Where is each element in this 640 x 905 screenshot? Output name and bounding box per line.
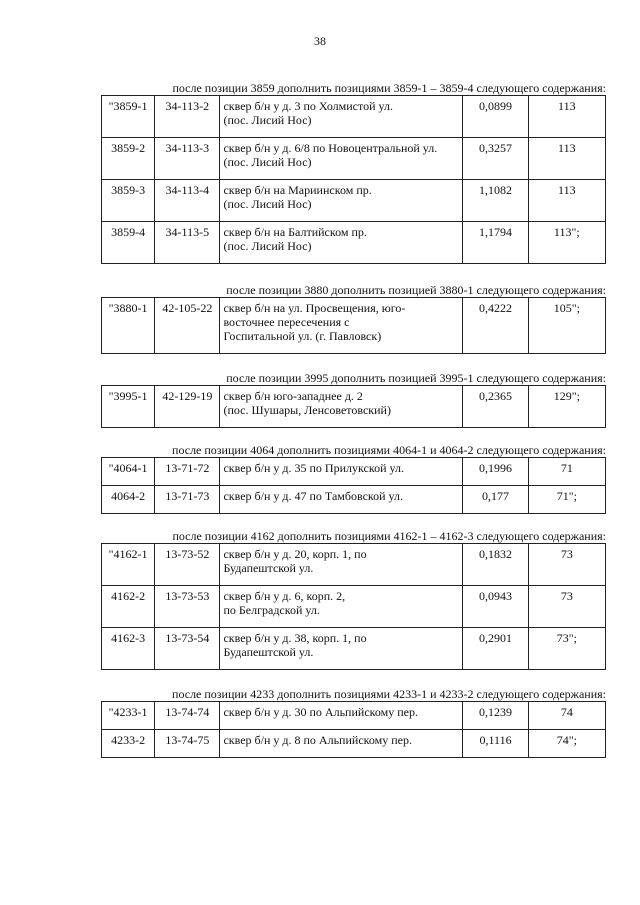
name-line: сквер б/н у д. 38, корп. 1, по bbox=[223, 631, 367, 645]
section-heading: после позиции 3859 дополнить позициями 3859-1 – 3859-4 следующего содержания: bbox=[172, 81, 606, 95]
name-line: Госпитальной ул. (г. Павловск) bbox=[223, 329, 382, 343]
reference-number: 74"; bbox=[528, 730, 605, 758]
area-value: 0,4222 bbox=[463, 298, 528, 354]
name-line: сквер б/н у д. 8 по Альпийскому пер. bbox=[223, 733, 412, 747]
section-3995 bbox=[101, 372, 606, 428]
area-value: 0,1832 bbox=[463, 544, 528, 586]
position-number: 3859-4 bbox=[102, 222, 155, 264]
table-row bbox=[102, 96, 606, 138]
name-line: Будапештской ул. bbox=[223, 561, 314, 575]
object-name bbox=[220, 96, 463, 138]
object-name bbox=[220, 458, 463, 486]
object-name bbox=[220, 298, 463, 354]
position-number: "4162-1 bbox=[102, 544, 155, 586]
position-number: "3995-1 bbox=[102, 386, 155, 428]
object-name bbox=[220, 180, 463, 222]
object-name bbox=[220, 138, 463, 180]
positions-table bbox=[101, 95, 606, 264]
positions-table bbox=[101, 701, 606, 758]
position-number: 3859-3 bbox=[102, 180, 155, 222]
name-line: сквер б/н на Мариинском пр. bbox=[223, 183, 372, 197]
table-row bbox=[102, 180, 606, 222]
area-value: 0,3257 bbox=[463, 138, 528, 180]
reference-number: 113 bbox=[528, 96, 605, 138]
object-code: 13-71-72 bbox=[155, 458, 220, 486]
reference-number: 74 bbox=[528, 702, 605, 730]
reference-number: 73"; bbox=[528, 628, 605, 670]
area-value: 0,177 bbox=[463, 486, 528, 514]
reference-number: 71 bbox=[528, 458, 605, 486]
reference-number: 73 bbox=[528, 544, 605, 586]
table-row bbox=[102, 222, 606, 264]
name-line: сквер б/н на ул. Просвещения, юго- bbox=[223, 301, 406, 315]
area-value: 0,1239 bbox=[463, 702, 528, 730]
object-code: 13-71-73 bbox=[155, 486, 220, 514]
area-value: 0,1116 bbox=[463, 730, 528, 758]
object-code: 34-113-5 bbox=[155, 222, 220, 264]
position-number: 4233-2 bbox=[102, 730, 155, 758]
area-value: 1,1794 bbox=[463, 222, 528, 264]
name-line: сквер б/н юго-западнее д. 2 bbox=[223, 389, 363, 403]
table-row bbox=[102, 628, 606, 670]
name-line: (пос. Лисий Нос) bbox=[223, 197, 312, 211]
reference-number: 71"; bbox=[528, 486, 605, 514]
positions-table bbox=[101, 385, 606, 428]
object-code: 34-113-3 bbox=[155, 138, 220, 180]
section-heading: после позиции 3995 дополнить позицией 3995-1 следующего содержания: bbox=[226, 371, 606, 385]
object-name bbox=[220, 730, 463, 758]
name-line: (пос. Лисий Нос) bbox=[223, 155, 312, 169]
table-row bbox=[102, 386, 606, 428]
name-line: Будапештской ул. bbox=[223, 645, 314, 659]
name-line: (пос. Лисий Нос) bbox=[223, 113, 312, 127]
object-name bbox=[220, 222, 463, 264]
object-name bbox=[220, 386, 463, 428]
name-line: (пос. Лисий Нос) bbox=[223, 239, 312, 253]
name-line: восточнее пересечения с bbox=[223, 315, 350, 329]
table-row bbox=[102, 458, 606, 486]
object-name bbox=[220, 586, 463, 628]
object-name bbox=[220, 544, 463, 586]
reference-number: 113 bbox=[528, 138, 605, 180]
table-row bbox=[102, 486, 606, 514]
section-4233 bbox=[101, 688, 606, 758]
position-number: 4064-2 bbox=[102, 486, 155, 514]
object-code: 42-129-19 bbox=[155, 386, 220, 428]
page-number: 38 bbox=[314, 34, 326, 48]
reference-number: 73 bbox=[528, 586, 605, 628]
reference-number: 129"; bbox=[528, 386, 605, 428]
object-name bbox=[220, 628, 463, 670]
object-code: 34-113-2 bbox=[155, 96, 220, 138]
object-code: 13-73-52 bbox=[155, 544, 220, 586]
position-number: "4233-1 bbox=[102, 702, 155, 730]
table-row bbox=[102, 544, 606, 586]
area-value: 1,1082 bbox=[463, 180, 528, 222]
position-number: "3880-1 bbox=[102, 298, 155, 354]
positions-table bbox=[101, 297, 606, 354]
position-number: 4162-3 bbox=[102, 628, 155, 670]
name-line: (пос. Шушары, Ленсоветовский) bbox=[223, 403, 391, 417]
name-line: сквер б/н на Балтийском пр. bbox=[223, 225, 367, 239]
name-line: сквер б/н у д. 20, корп. 1, по bbox=[223, 547, 367, 561]
reference-number: 113 bbox=[528, 180, 605, 222]
name-line: сквер б/н у д. 30 по Альпийскому пер. bbox=[223, 705, 418, 719]
position-number: "4064-1 bbox=[102, 458, 155, 486]
area-value: 0,2365 bbox=[463, 386, 528, 428]
object-name bbox=[220, 702, 463, 730]
area-value: 0,1996 bbox=[463, 458, 528, 486]
table-row bbox=[102, 298, 606, 354]
section-heading: после позиции 4162 дополнить позициями 4162-1 – 4162-3 следующего содержания: bbox=[172, 529, 606, 543]
position-number: "3859-1 bbox=[102, 96, 155, 138]
section-heading: после позиции 4233 дополнить позициями 4233-1 и 4233-2 следующего содержания: bbox=[172, 687, 606, 701]
name-line: по Белградской ул. bbox=[223, 603, 320, 617]
object-code: 42-105-22 bbox=[155, 298, 220, 354]
section-3859 bbox=[101, 82, 606, 264]
section-3880 bbox=[101, 284, 606, 354]
section-heading: после позиции 3880 дополнить позицией 3880-1 следующего содержания: bbox=[226, 283, 606, 297]
position-number: 4162-2 bbox=[102, 586, 155, 628]
area-value: 0,0899 bbox=[463, 96, 528, 138]
object-code: 34-113-4 bbox=[155, 180, 220, 222]
section-heading: после позиции 4064 дополнить позициями 4064-1 и 4064-2 следующего содержания: bbox=[172, 443, 606, 457]
section-4064 bbox=[101, 444, 606, 514]
reference-number: 113"; bbox=[528, 222, 605, 264]
table-row bbox=[102, 730, 606, 758]
object-code: 13-73-53 bbox=[155, 586, 220, 628]
reference-number: 105"; bbox=[528, 298, 605, 354]
object-code: 13-74-75 bbox=[155, 730, 220, 758]
name-line: сквер б/н у д. 47 по Тамбовской ул. bbox=[223, 489, 404, 503]
position-number: 3859-2 bbox=[102, 138, 155, 180]
area-value: 0,0943 bbox=[463, 586, 528, 628]
area-value: 0,2901 bbox=[463, 628, 528, 670]
table-row bbox=[102, 702, 606, 730]
name-line: сквер б/н у д. 6/8 по Новоцентральной ул. bbox=[223, 141, 438, 155]
object-name bbox=[220, 486, 463, 514]
object-code: 13-73-54 bbox=[155, 628, 220, 670]
name-line: сквер б/н у д. 6, корп. 2, bbox=[223, 589, 346, 603]
positions-table bbox=[101, 457, 606, 514]
table-row bbox=[102, 138, 606, 180]
object-code: 13-74-74 bbox=[155, 702, 220, 730]
name-line: сквер б/н у д. 35 по Прилукской ул. bbox=[223, 461, 404, 475]
table-row bbox=[102, 586, 606, 628]
positions-table bbox=[101, 543, 606, 670]
name-line: сквер б/н у д. 3 по Холмистой ул. bbox=[223, 99, 393, 113]
section-4162 bbox=[101, 530, 606, 670]
